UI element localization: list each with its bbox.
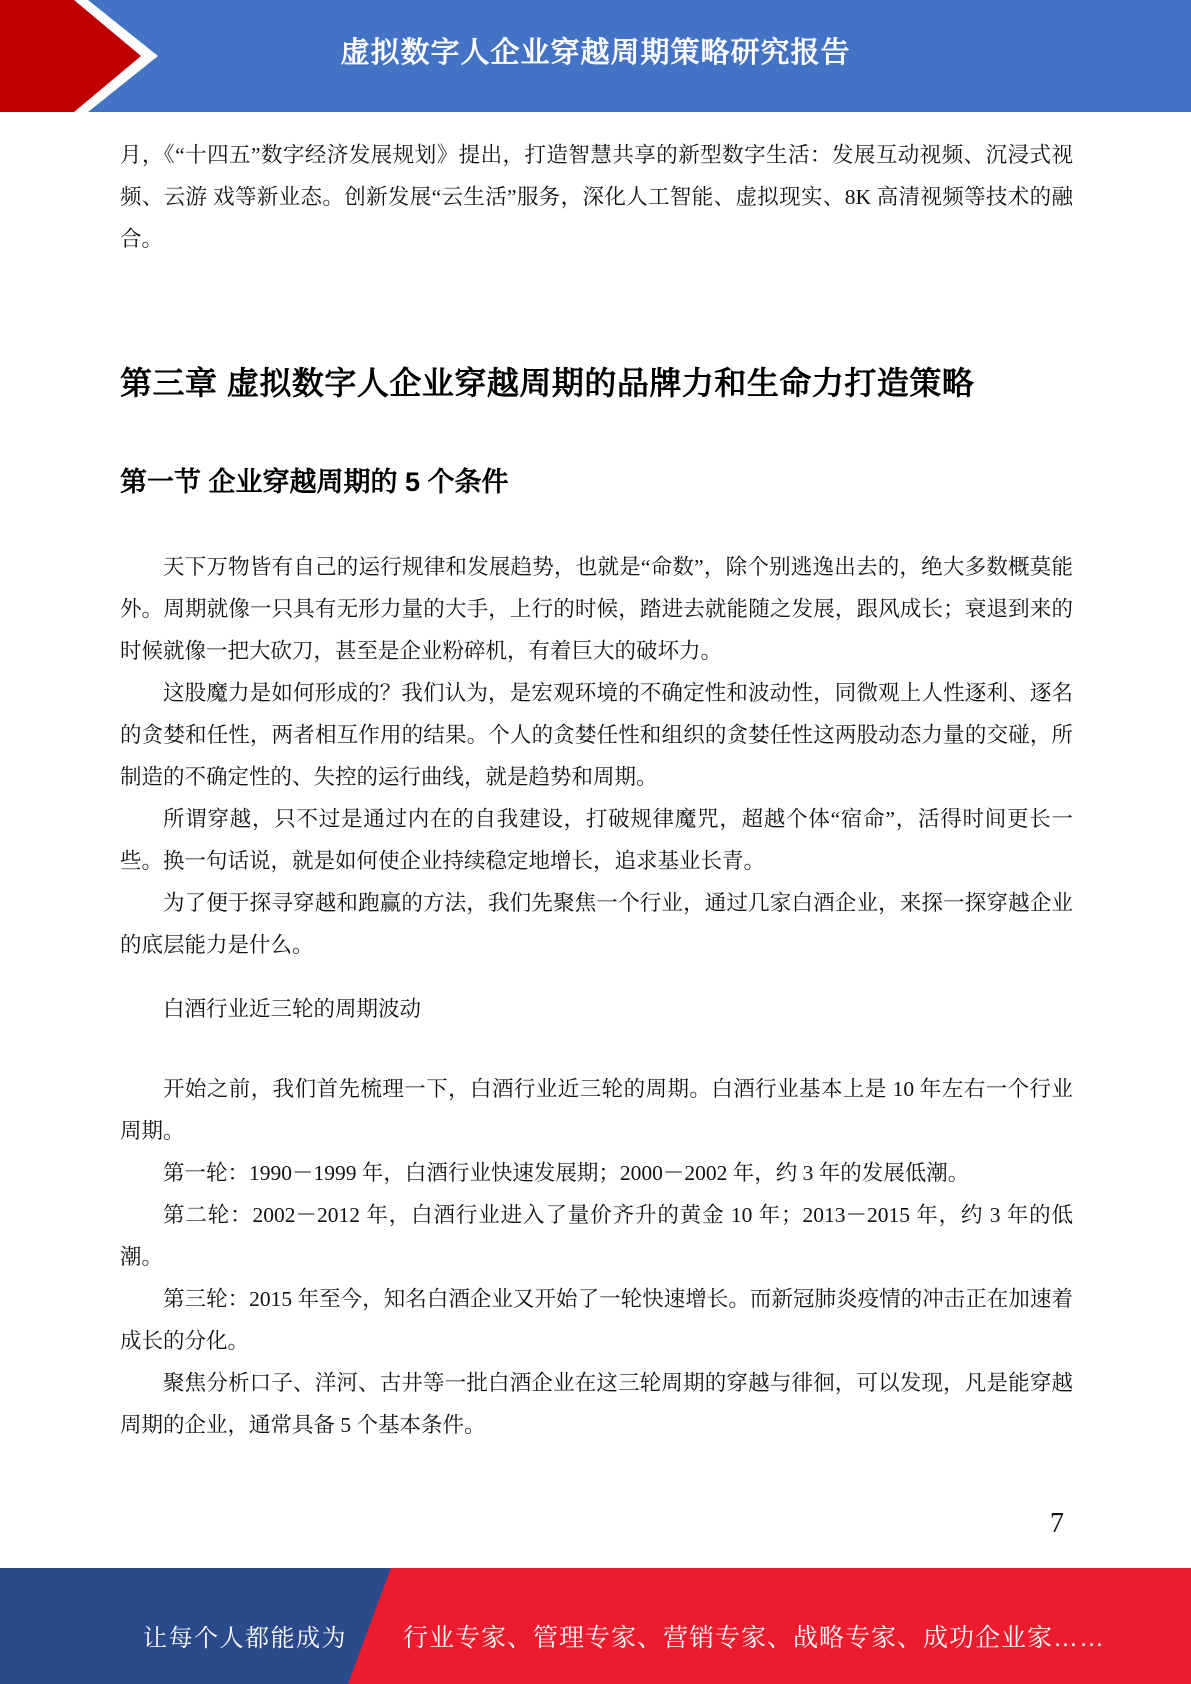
- page-number: 7: [1050, 1508, 1064, 1539]
- subheading-baijiu-cycles: 白酒行业近三轮的周期波动: [163, 997, 422, 1021]
- footer-slogan-right: 行业专家、管理专家、营销专家、战略专家、成功企业家……: [403, 1624, 1106, 1652]
- page-body: [0, 112, 1191, 1446]
- chapter-heading: 第三章 虚拟数字人企业穿越周期的品牌力和生命力打造策略: [120, 365, 975, 401]
- paragraph-cycle-overview: 开始之前，我们首先梳理一下，白酒行业近三轮的周期。白酒行业基本上是 10 年左右一个行业周期。: [120, 1077, 1073, 1143]
- page-footer: [0, 1568, 1191, 1684]
- paragraph-focus-baijiu: 为了便于探寻穿越和跑赢的方法，我们先聚焦一个行业，通过几家白酒企业，来探一探穿越企业的底层能力是什么。: [120, 891, 1073, 957]
- paragraph-intro-continuation: 月，《“十四五”数字经济发展规划》提出，打造智慧共享的新型数字生活：发展互动视频、沉浸式视频、云游 戏等新业态。创新发展“云生活”服务，深化人工智能、虚拟现实、8K 高清视频等技术的融合。: [120, 143, 1073, 251]
- paragraph-cycle-law: 天下万物皆有自己的运行规律和发展趋势，也就是“命数”，除个别逃逸出去的，绝大多数概莫能外。周期就像一只具有无形力量的大手，上行的时候，踏进去就能随之发展，跟风成长；衰退到来的时候就像一把大砍刀，甚至是企业粉碎机，有着巨大的破坏力。: [120, 555, 1073, 663]
- paragraph-round-three: 第三轮：2015 年至今，知名白酒企业又开始了一轮快速增长。而新冠肺炎疫情的冲击正在加速着成长的分化。: [120, 1287, 1073, 1353]
- section-heading: 第一节 企业穿越周期的 5 个条件: [120, 467, 509, 497]
- paragraph-round-one: 第一轮：1990－1999 年，白酒行业快速发展期；2000－2002 年，约 3 年的发展低潮。: [163, 1161, 970, 1185]
- paragraph-crossing-definition: 所谓穿越，只不过是通过内在的自我建设，打破规律魔咒，超越个体“宿命”，活得时间更长一些。换一句话说，就是如何使企业持续稳定地增长，追求基业长青。: [120, 807, 1073, 873]
- page-header: [0, 0, 1191, 112]
- paragraph-round-two: 第二轮：2002－2012 年，白酒行业进入了量价齐升的黄金 10 年；2013－2015 年，约 3 年的低潮。: [120, 1203, 1073, 1269]
- footer-slogan-left: 让每个人都能成为: [143, 1625, 347, 1652]
- report-title: 虚拟数字人企业穿越周期策略研究报告: [340, 37, 851, 69]
- paragraph-five-conditions: 聚焦分析口子、洋河、古井等一批白酒企业在这三轮周期的穿越与徘徊，可以发现，凡是能穿越周期的企业，通常具备 5 个基本条件。: [120, 1371, 1073, 1437]
- paragraph-magic-formation: 这股魔力是如何形成的？我们认为，是宏观环境的不确定性和波动性，同微观上人性逐利、逐名的贪婪和任性，两者相互作用的结果。个人的贪婪任性和组织的贪婪任性这两股动态力量的交碰，所制造的不确定性的、失控的运行曲线，就是趋势和周期。: [120, 681, 1073, 789]
